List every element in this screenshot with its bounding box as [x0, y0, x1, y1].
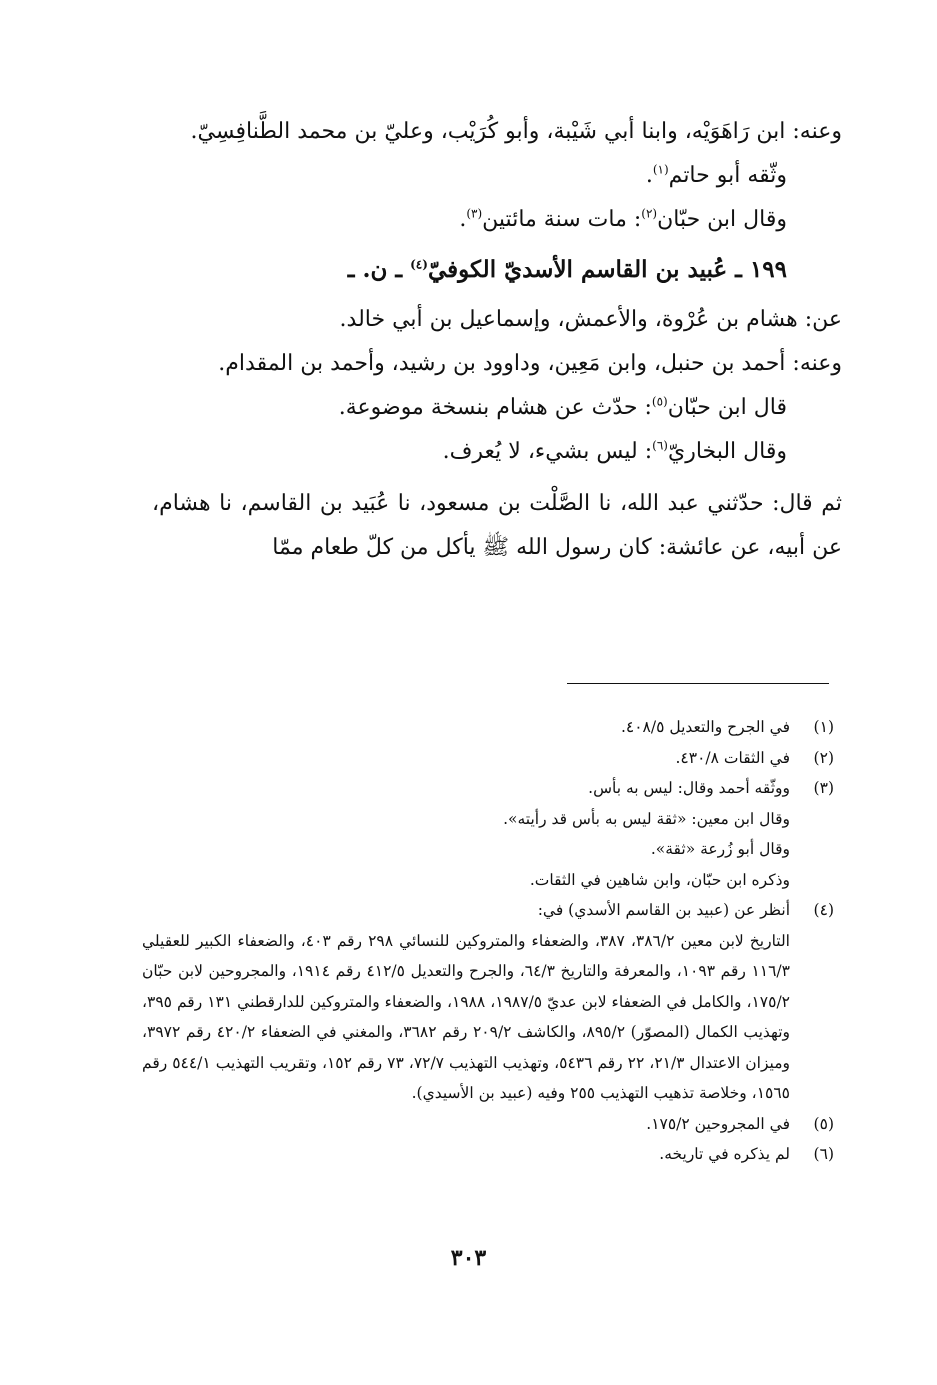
footnote-6 [142, 1139, 842, 1170]
entry-title: ١٩٩ ـ عُبيد بن القاسم الأسديّ الكوفيّ [427, 256, 787, 283]
ibn-hibban-label: وقال ابن حبّان [657, 207, 787, 232]
footnote-text: في الثقات ٤٣٠/٨. [675, 748, 790, 767]
footnote-ref-3: (٣) [466, 206, 483, 221]
narrators-from-text: وعنه: ابن رَاهَوَيْه، وابنا أبي شَيْبة، وأبو كُرَيْب، وعليّ بن محمد الطَّنافِسِيّ. [190, 119, 842, 144]
footnote-ref-5: (٥) [651, 394, 668, 409]
footnote-number: (٣) [813, 779, 834, 797]
bukhari-line [152, 430, 842, 474]
bukhari-label: وقال البخاريّ [667, 439, 787, 464]
footnote-3 [142, 773, 842, 804]
students-paragraph [152, 342, 842, 386]
footnote-ref-6: (٦) [652, 438, 668, 453]
students-text: وعنه: أحمد بن حنبل، وابن مَعِين، وداوود بن رشيد، وأحمد بن المقدام. [218, 351, 842, 376]
footnote-1 [142, 712, 842, 743]
teachers-text: عن: هشام بن عُرْوة، والأعمش، وإسماعيل بن أبي خالد. [339, 307, 842, 332]
tawthiq-end: . [645, 163, 653, 188]
footnotes [142, 712, 842, 1170]
footnote-number: (٤) [813, 901, 834, 919]
footnote-5 [142, 1109, 842, 1140]
footnote-text: ووثّقه أحمد وقال: ليس به بأس. [588, 779, 790, 797]
teachers-paragraph [152, 298, 842, 342]
footnote-ref-4: (٤) [410, 257, 428, 272]
ibn-hibban-label-2: قال ابن حبّان [667, 395, 787, 420]
footnote-number: (٥) [813, 1114, 834, 1133]
bukhari-statement: : ليس بشيء، لا يُعرف. [442, 439, 653, 464]
main-text [152, 110, 842, 570]
footnote-4-sources: التاريخ لابن معين ٣٨٦/٢، ٣٨٧، والضعفاء والمتروكين للنسائي ٢٩٨ رقم ٤٠٣، والضعفاء الكبير للعقيلي ١١٦/٣ رقم ١٠٩٣، والمعرفة والتاريخ ٦٤/٣، والجرح والتعديل ٤١٢/٥ رقم ١٩١٤، والمجروحين لابن حبّان ١٧٥/٢، والكامل في الضعفاء لابن عديّ ١٩٨٧/٥، ١٩٨٨، والضعفاء والمتروكين للدارقطني ١٣١ رقم ٣٩٥، وتهذيب الكمال (المصوّر) ٨٩٥/٢، والكاشف ٢٠٩/٢ رقم ٣٦٨٢، والمغني في الضعفاء ٤٢٠/٢ رقم ٣٩٧٢، وميزان الاعتدال ٢١/٣، ٢٢ رقم ٥٤٣٦، وتهذيب التهذيب ٧٢/٧، ٧٣ رقم ١٥٢، وتقريب التهذيب ٥٤٤/١ رقم ١٥٦٥، وخلاصة تذهيب التهذيب ٢٥٥ وفيه (عبيد بن الأسيدي). [142, 931, 790, 1102]
footnote-text: في المجروحين ١٧٥/٢. [646, 1114, 790, 1133]
page-number: ٣٠٣ [450, 1245, 487, 1271]
entry-heading [152, 248, 842, 292]
ibn-hibban-line [152, 386, 842, 430]
footnote-3-line-2: وقال أبو زُرعة «ثقة». [650, 840, 790, 858]
narrators-from-paragraph [152, 110, 842, 154]
footnote-text: في الجرح والتعديل ٤٠٨/٥. [620, 718, 790, 736]
footnote-ref-2: (٢) [641, 206, 658, 221]
death-statement: : مات سنة مائتين [482, 207, 642, 232]
tawthiq-line [152, 154, 842, 198]
footnote-2 [142, 743, 842, 774]
footnote-3-line-3: وذكره ابن حبّان، وابن شاهين في الثقات. [529, 870, 790, 889]
footnote-ref-1: (١) [652, 162, 669, 177]
ibn-hibban-statement: : حدّث عن هشام بنسخة موضوعة. [338, 395, 652, 420]
footnote-text: لم يذكره في تاريخه. [659, 1145, 790, 1163]
footnote-text: أنظر عن (عبيد بن القاسم الأسدي) في: [537, 901, 790, 919]
ibn-hibban-death-line [152, 198, 842, 242]
hadith-paragraph [152, 482, 842, 570]
death-end: . [459, 207, 467, 232]
footnote-number: (٢) [813, 748, 834, 767]
footnote-number: (٦) [813, 1145, 834, 1163]
entry-code: ـ ن. ـ [347, 256, 411, 283]
footnote-4 [142, 895, 842, 926]
hadith-text: ثم قال: حدّثني عبد الله، نا الصَّلْت بن مسعود، نا عُبَيد بن القاسم، نا هشام، عن أبيه، عن عائشة: كان رسول الله ﷺ يأكل من كلّ طعام ممّا [152, 491, 842, 560]
footnote-separator [567, 683, 829, 684]
tawthiq-text: وثّقه أبو حاتم [668, 163, 787, 188]
footnote-3-line-1: وقال ابن معين: «ثقة ليس به بأس قد رأيته». [503, 809, 790, 828]
footnote-number: (١) [813, 718, 834, 736]
